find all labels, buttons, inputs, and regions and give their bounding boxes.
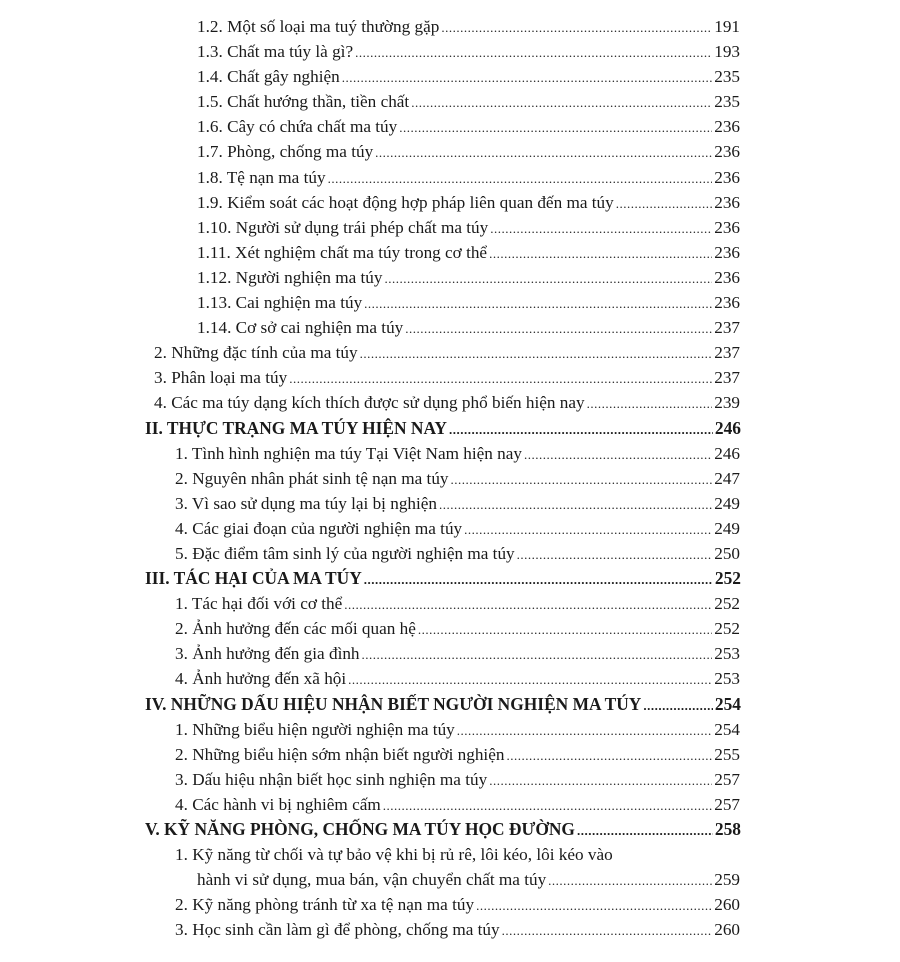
toc-page-number: 252 <box>714 594 740 614</box>
toc-page-number: 257 <box>714 769 740 789</box>
toc-entry <box>197 139 740 164</box>
toc-entry-title: 4. Ảnh hưởng đến xã hội <box>175 669 347 689</box>
dot-leader <box>348 667 712 692</box>
toc-entry <box>197 64 740 89</box>
dot-leader <box>344 592 712 617</box>
dot-leader <box>328 166 713 191</box>
dot-leader <box>383 793 712 818</box>
dot-leader <box>489 768 712 793</box>
dot-leader <box>362 642 713 667</box>
toc-page-number: 236 <box>714 167 740 187</box>
toc-entry-title: 4. Các ma túy dạng kích thích được sử dụng phổ biến hiện nay <box>154 393 585 413</box>
dot-leader <box>385 266 713 291</box>
dot-leader <box>548 868 712 893</box>
toc-entry <box>197 114 740 139</box>
toc-entry <box>197 190 740 215</box>
toc-page-number: 255 <box>714 744 740 764</box>
toc-entry-title: 1. Tác hại đối với cơ thể <box>175 594 343 614</box>
toc-page-number: 236 <box>714 142 740 162</box>
toc-page-number: 247 <box>714 468 740 488</box>
dot-leader <box>364 567 713 592</box>
dot-leader <box>364 291 712 316</box>
dot-leader <box>587 391 713 416</box>
dot-leader <box>506 743 712 768</box>
toc-entry-continuation <box>197 867 740 892</box>
toc-entry-title: 1.14. Cơ sở cai nghiện ma túy <box>197 318 404 338</box>
toc-page-number: 257 <box>714 794 740 814</box>
toc-section-heading <box>145 817 741 842</box>
toc-page-number: 191 <box>714 17 740 36</box>
toc-entry <box>154 365 740 390</box>
dot-leader <box>418 617 712 642</box>
toc-page-number: 236 <box>714 192 740 212</box>
toc-page-number: 246 <box>714 443 740 463</box>
toc-entry <box>175 466 740 491</box>
toc-entry-title-continued: hành vi sử dụng, mua bán, vận chuyển chất ma túy <box>197 870 547 890</box>
toc-page-number: 235 <box>714 67 740 87</box>
toc-entry <box>197 290 740 315</box>
toc-entry-title: IV. NHỮNG DẤU HIỆU NHẬN BIẾT NGƯỜI NGHIỆN MA TÚY <box>145 693 642 714</box>
dot-leader <box>411 90 712 115</box>
toc-entry-title: 1. Tình hình nghiện ma túy Tại Việt Nam hiện nay <box>175 443 522 463</box>
toc-entry-title: 4. Các hành vi bị nghiêm cấm <box>175 794 381 814</box>
toc-entry <box>154 340 740 365</box>
toc-entry-title: 1.10. Người sử dụng trái phép chất ma túy <box>197 217 489 237</box>
toc-entry <box>197 315 740 340</box>
toc-entry <box>154 390 740 415</box>
toc-entry <box>197 265 740 290</box>
toc-page-number: 193 <box>714 42 740 62</box>
toc-entry-title: 3. Học sinh cần làm gì để phòng, chống ma túy <box>175 920 500 940</box>
toc-page-number: 237 <box>714 318 740 338</box>
dot-leader <box>355 40 712 65</box>
toc-entry-title: 3. Ảnh hưởng đến gia đình <box>175 644 360 664</box>
toc-entry-title: 3. Vì sao sử dụng ma túy lại bị nghiện <box>175 493 438 513</box>
toc-page-number: 254 <box>714 693 741 714</box>
toc-page-number: 250 <box>714 543 740 563</box>
toc-entry <box>175 717 740 742</box>
toc-page-number: 253 <box>714 644 740 664</box>
toc-section-heading <box>145 692 741 717</box>
toc-page-number: 246 <box>714 417 741 438</box>
toc-entry-title: 1.11. Xét nghiệm chất ma túy trong cơ thể <box>197 242 488 262</box>
toc-entry <box>175 917 740 942</box>
toc-entry <box>175 616 740 641</box>
toc-entry-title: 2. Nguyên nhân phát sinh tệ nạn ma túy <box>175 468 449 488</box>
toc-entry <box>175 842 740 867</box>
toc-entry-title: 1.5. Chất hướng thần, tiền chất <box>197 92 410 112</box>
toc-entry-title: 1.9. Kiểm soát các hoạt động hợp pháp liên quan đến ma túy <box>197 192 614 212</box>
dot-leader <box>342 65 712 90</box>
toc-entry <box>197 215 740 240</box>
toc-entry <box>175 666 740 691</box>
toc-entry-title: 1.8. Tệ nạn ma túy <box>197 167 326 187</box>
toc-section-heading <box>145 566 741 591</box>
dot-leader <box>464 517 712 542</box>
toc-entry <box>197 240 740 265</box>
toc-page-number: 260 <box>714 920 740 940</box>
toc-entry-title: 2. Kỹ năng phòng tránh từ xa tệ nạn ma túy <box>175 895 475 915</box>
dot-leader <box>616 191 713 216</box>
toc-page-number: 258 <box>714 819 741 839</box>
toc-entry-title: 1.2. Một số loại ma tuý thường gặp <box>197 17 440 36</box>
dot-leader <box>502 918 713 943</box>
toc-entry-title: 1.7. Phòng, chống ma túy <box>197 142 374 162</box>
dot-leader <box>449 417 713 442</box>
toc-entry <box>175 767 740 792</box>
toc-page-number: 253 <box>714 669 740 689</box>
dot-leader <box>360 341 713 366</box>
toc-entry <box>175 641 740 666</box>
dot-leader <box>517 542 713 567</box>
toc-page-number: 235 <box>714 92 740 112</box>
toc-entry-title: V. KỸ NĂNG PHÒNG, CHỐNG MA TÚY HỌC ĐƯỜNG <box>145 819 575 839</box>
toc-page-number: 260 <box>714 895 740 915</box>
dot-leader <box>476 893 712 918</box>
toc-page-number: 254 <box>714 719 740 739</box>
toc-entry-title: 5. Đặc điểm tâm sinh lý của người nghiện ma túy <box>175 543 515 563</box>
toc-page-number: 252 <box>714 619 740 639</box>
toc-entry <box>175 516 740 541</box>
toc-entry <box>197 89 740 114</box>
toc-entry-title: 2. Những biểu hiện sớm nhận biết người nghiện <box>175 744 505 764</box>
toc-entry-title: 1. Những biểu hiện người nghiện ma túy <box>175 719 455 739</box>
toc-page-number: 236 <box>714 217 740 237</box>
toc-page-number: 236 <box>714 267 740 287</box>
toc-entry-title: 3. Phân loại ma túy <box>154 368 288 388</box>
dot-leader <box>577 818 713 843</box>
toc-entry <box>197 165 740 190</box>
toc-page-number: 236 <box>714 293 740 313</box>
toc-entry <box>175 591 740 616</box>
toc-entry <box>175 541 740 566</box>
dot-leader <box>490 216 712 241</box>
dot-leader <box>439 492 712 517</box>
toc-entry-title: 3. Dấu hiệu nhận biết học sinh nghiện ma túy <box>175 769 488 789</box>
dot-leader <box>489 241 712 266</box>
toc-entry <box>175 742 740 767</box>
dot-leader <box>451 467 713 492</box>
toc-entry <box>175 491 740 516</box>
toc-page-number: 236 <box>714 117 740 137</box>
toc-page-number: 239 <box>714 393 740 413</box>
dot-leader <box>457 718 712 743</box>
toc-entry-title: 1.13. Cai nghiện ma túy <box>197 293 363 313</box>
toc-entry-title: 4. Các giai đoạn của người nghiện ma túy <box>175 518 463 538</box>
toc-entry-title: 1.4. Chất gây nghiện <box>197 67 340 87</box>
toc-entry-title: III. TÁC HẠI CỦA MA TÚY <box>145 568 362 589</box>
toc-entry-title: 2. Ảnh hưởng đến các mối quan hệ <box>175 619 416 639</box>
dot-leader <box>441 15 712 40</box>
dot-leader <box>399 115 712 140</box>
dot-leader <box>289 366 712 391</box>
toc-entry-title: II. THỰC TRẠNG MA TÚY HIỆN NAY <box>145 417 447 438</box>
toc-entry-title: 1. Kỹ năng từ chối và tự bảo vệ khi bị rủ rê, lôi kéo, lôi kéo vào <box>175 845 613 865</box>
toc-entry-title: 2. Những đặc tính của ma túy <box>154 343 358 363</box>
toc-entry-title: 1.6. Cây có chứa chất ma túy <box>197 117 398 137</box>
table-of-contents <box>0 14 900 942</box>
toc-page-number: 236 <box>714 242 740 262</box>
toc-entry <box>175 441 740 466</box>
toc-page-number: 249 <box>714 518 740 538</box>
toc-page-number: 252 <box>714 568 741 589</box>
toc-page-number: 259 <box>714 870 740 890</box>
toc-section-heading <box>145 416 741 441</box>
dot-leader <box>524 442 712 467</box>
dot-leader <box>375 140 712 165</box>
toc-page-number: 237 <box>714 343 740 363</box>
toc-entry <box>197 14 740 39</box>
toc-entry <box>197 39 740 64</box>
dot-leader <box>405 316 712 341</box>
toc-entry <box>175 792 740 817</box>
toc-entry-title: 1.12. Người nghiện ma túy <box>197 267 383 287</box>
toc-page-number: 237 <box>714 368 740 388</box>
dot-leader <box>643 693 713 718</box>
toc-page-number: 249 <box>714 493 740 513</box>
toc-entry-title: 1.3. Chất ma túy là gì? <box>197 42 354 62</box>
toc-entry <box>175 892 740 917</box>
